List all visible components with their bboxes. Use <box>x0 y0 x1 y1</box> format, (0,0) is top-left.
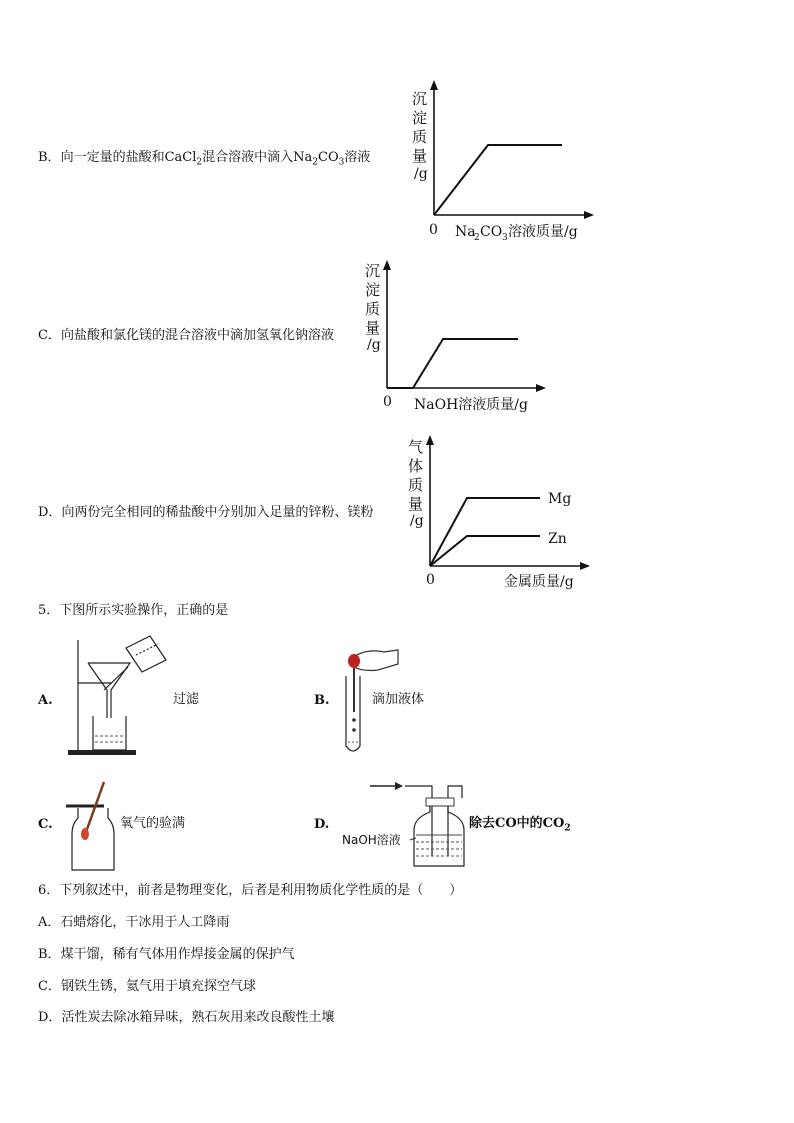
formula-part: CO <box>318 150 339 165</box>
series-label-zn: Zn <box>548 531 567 547</box>
y-label-unit: /g <box>367 337 381 353</box>
subscript: 2 <box>312 157 319 168</box>
subscript: 2 <box>196 157 203 168</box>
q6-stem: 6．下列叙述中，前者是物理变化，后者是利用物质化学性质的是（ ） <box>38 883 463 898</box>
x-label-sub: 2 <box>474 233 480 243</box>
x-label-na: Na <box>455 224 476 240</box>
label-leader <box>410 838 416 840</box>
option-letter: B． <box>38 150 61 165</box>
x-label: NaOH溶液质量/g <box>414 397 528 413</box>
y-label-char: 质 <box>412 128 428 146</box>
x-label: 金属质量/g <box>504 574 574 590</box>
inlet-tube <box>405 786 432 856</box>
q5-option-d-letter: D. <box>314 817 330 832</box>
option-text: 向两份完全相同的稀盐酸中分别加入足量的锌粉、镁粉 <box>61 505 374 520</box>
y-label-char: 量 <box>365 319 381 337</box>
q5-option-b-caption: 滴加液体 <box>372 692 425 707</box>
formula-cacl2: CaCl <box>164 150 197 165</box>
y-label-char: 沉 <box>365 262 381 280</box>
y-label-char: 质 <box>365 300 381 318</box>
x-label-co: CO <box>480 224 503 240</box>
q6-option-a <box>38 915 229 931</box>
option-text: 向盐酸和氯化镁的混合溶液中滴加氢氧化钠溶液 <box>60 328 334 343</box>
option-letter: D． <box>38 1010 62 1025</box>
subscript: 3 <box>338 157 345 168</box>
option-letter: C． <box>38 328 61 343</box>
series-label-mg: Mg <box>548 491 572 507</box>
option-text: 溶液 <box>344 150 371 165</box>
y-label-char: 淀 <box>365 281 381 299</box>
option-letter: C． <box>38 979 61 994</box>
option-text: 煤干馏，稀有气体用作焊接金属的保护气 <box>60 947 295 962</box>
q6-option-b <box>38 947 295 963</box>
y-label-char: 量 <box>412 147 428 165</box>
x-label-rest: 溶液质量/g <box>508 224 578 240</box>
q6-option-c <box>38 979 256 995</box>
q5-option-d-side-label: NaOH溶液 <box>342 833 401 847</box>
q5-option-a-caption: 过滤 <box>173 692 200 707</box>
option-text: 钢铁生锈，氦气用于填充探空气球 <box>60 979 256 994</box>
option-text: 石蜡熔化，干冰用于人工降雨 <box>60 915 230 930</box>
option-letter: D． <box>38 505 62 520</box>
y-label-char: 淀 <box>412 109 428 127</box>
y-label-char: 气 <box>408 438 424 456</box>
y-label-unit: /g <box>410 513 424 529</box>
origin-label: 0 <box>383 394 392 410</box>
outlet-tube <box>448 786 462 856</box>
y-label-char: 质 <box>408 476 424 494</box>
y-label-char: 量 <box>408 495 424 513</box>
wash-bottle <box>414 806 464 866</box>
formula-na2co3: Na <box>293 150 313 165</box>
caption-text: 除去CO中的CO <box>469 816 565 831</box>
q5-option-c-caption: 氧气的验满 <box>120 816 186 831</box>
option-letter: B． <box>38 947 61 962</box>
q5-option-b-letter: B. <box>314 693 330 708</box>
flow-arrow-head <box>395 782 403 790</box>
option-text: 向一定量的盐酸和 <box>60 150 165 165</box>
y-label-char: 沉 <box>412 90 428 108</box>
option-text: 活性炭去除冰箱异味，熟石灰用来改良酸性土壤 <box>61 1010 335 1025</box>
y-label-unit: /g <box>414 166 428 182</box>
y-label-char: 体 <box>408 457 424 475</box>
stopper <box>426 798 454 806</box>
option-text: 混合溶液中滴入 <box>202 150 294 165</box>
q5-stem: 5．下图所示实验操作，正确的是 <box>38 603 229 618</box>
q5-option-c-letter: C. <box>38 817 53 832</box>
subscript: 2 <box>564 823 571 834</box>
option-letter: A． <box>38 915 61 930</box>
x-label-sub: 3 <box>502 233 508 243</box>
origin-label: 0 <box>429 222 438 238</box>
q6-option-d <box>38 1010 334 1026</box>
q5-option-a-letter: A. <box>38 693 53 708</box>
origin-label: 0 <box>426 572 435 588</box>
